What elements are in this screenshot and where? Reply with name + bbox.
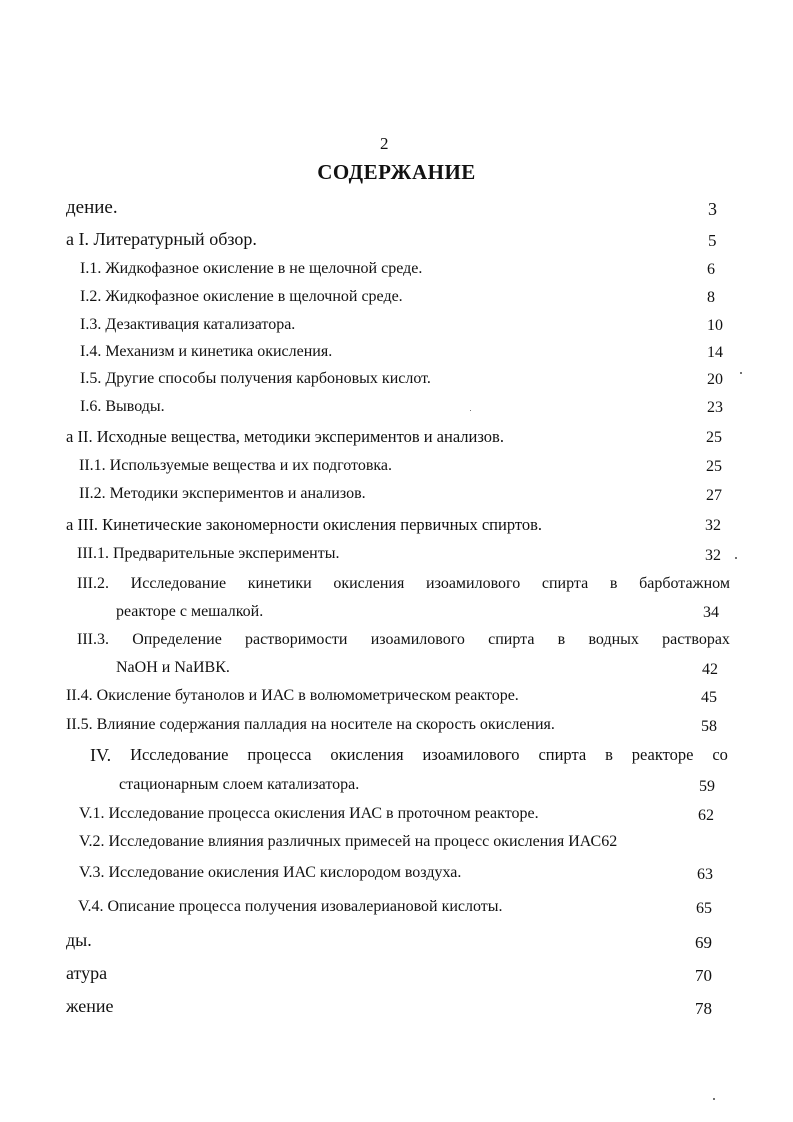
toc-page-number: 25: [706, 458, 722, 475]
toc-page-number: 42: [702, 661, 718, 678]
toc-page-number: 34: [703, 604, 719, 621]
toc-entry-section: III.1. Предварительные эксперименты.: [77, 545, 340, 562]
scan-speck: [713, 1098, 715, 1100]
toc-entry-conclusions: ды.: [66, 930, 92, 950]
toc-entry-section: V.1. Исследование процесса окисления ИАС в проточном реакторе.: [79, 805, 539, 822]
toc-page-number: 58: [701, 718, 717, 735]
toc-page-number: 62: [698, 807, 714, 824]
toc-word: изоамилового: [426, 575, 521, 592]
toc-entry-section: V.2. Исследование влияния различных примесей на процесс окисления ИАС62: [79, 833, 618, 850]
toc-entry-section: [77, 631, 730, 649]
toc-page-number: 59: [699, 778, 715, 795]
toc-word: окисления: [330, 745, 404, 764]
toc-page-number: 45: [701, 689, 717, 706]
toc-page-number: 27: [706, 487, 722, 504]
toc-entry-section: II.2. Методики экспериментов и анализов.: [79, 485, 366, 502]
toc-page-number: 32: [705, 547, 721, 564]
toc-word: Исследование: [130, 575, 227, 592]
toc-entry-continuation: стационарным слоем катализатора.: [119, 776, 360, 793]
toc-entry-section: II.1. Используемые вещества и их подготовка.: [79, 457, 393, 474]
toc-word: III.3.: [77, 631, 109, 648]
toc-word: Исследование: [130, 745, 229, 764]
toc-page-number: 14: [707, 344, 723, 361]
toc-word: спирта: [538, 745, 587, 764]
page-title: СОДЕРЖАНИЕ: [317, 160, 476, 184]
toc-entry-section: I.6. Выводы.: [80, 398, 165, 415]
toc-word: растворах: [662, 631, 730, 648]
toc-entry-section: I.2. Жидкофазное окисление в щелочной среде.: [80, 288, 403, 305]
toc-page-number: 8: [707, 289, 715, 306]
toc-word: реакторе: [631, 745, 694, 764]
toc-page-number: 25: [706, 429, 722, 446]
toc-page-number: 23: [707, 399, 723, 416]
toc-word: водных: [588, 631, 639, 648]
toc-entry-section: I.4. Механизм и кинетика окисления.: [80, 343, 333, 360]
toc-word: изоамилового: [370, 631, 465, 648]
toc-entry-section: II.4. Окисление бутанолов и ИАС в волюмометрическом реакторе.: [66, 687, 519, 704]
toc-entry-literature: атура: [66, 963, 108, 983]
toc-page-number: 69: [695, 933, 712, 952]
toc-entry-section: II.5. Влияние содержания палладия на носителе на скорость окисления.: [66, 716, 555, 733]
toc-entry-chapter-1: а I. Литературный обзор.: [66, 229, 257, 249]
toc-word: изоамилового: [422, 745, 520, 764]
toc-word: спирта: [541, 575, 589, 592]
toc-entry-chapter-3: а III. Кинетические закономерности окисления первичных спиртов.: [66, 515, 543, 534]
toc-entry-continuation: реакторе с мешалкой.: [116, 603, 264, 620]
toc-word: спирта: [488, 631, 535, 648]
toc-entry-section: I.1. Жидкофазное окисление в не щелочной среде.: [80, 260, 423, 277]
toc-page-number: 3: [708, 199, 717, 219]
toc-entry-section: [77, 575, 730, 593]
toc-word: со: [712, 745, 728, 764]
toc-page-number: 70: [695, 966, 712, 985]
toc-entry-section: V.3. Исследование окисления ИАС кислородом воздуха.: [79, 864, 462, 881]
toc-page-number: 63: [697, 866, 713, 883]
toc-entry-section: I.3. Дезактивация катализатора.: [80, 316, 296, 333]
toc-page-number: 32: [705, 517, 721, 534]
page-number: 2: [380, 134, 389, 153]
toc-page-number: 20: [707, 371, 723, 388]
toc-entry-appendix: жение: [66, 996, 114, 1016]
toc-word: в: [557, 631, 566, 648]
toc-word: III.2.: [77, 575, 109, 592]
toc-page-number: 65: [696, 900, 712, 917]
toc-entry-section: I.5. Другие способы получения карбоновых кислот.: [80, 370, 431, 387]
toc-entry-continuation: NaOH и NaИВК.: [116, 659, 230, 676]
toc-entry-introduction: дение.: [66, 197, 118, 218]
toc-word: окисления: [333, 575, 405, 592]
toc-page-number: 5: [708, 231, 717, 250]
toc-word: в: [609, 575, 618, 592]
toc-word: IV.: [90, 745, 112, 765]
scan-speck: [735, 557, 737, 559]
toc-page-number: 6: [707, 261, 715, 278]
toc-word: процесса: [247, 745, 312, 764]
scan-speck: [740, 372, 742, 374]
scan-speck: [470, 410, 471, 411]
toc-word: Определение: [132, 631, 222, 648]
toc-page-number: 78: [695, 999, 712, 1018]
toc-word: растворимости: [245, 631, 348, 648]
toc-word: в: [605, 745, 613, 764]
toc-page-number: 10: [707, 317, 723, 334]
toc-word: кинетики: [247, 575, 312, 592]
toc-entry-section: V.4. Описание процесса получения изовалериановой кислоты.: [78, 898, 503, 915]
toc-entry-chapter-2: а II. Исходные вещества, методики экспериментов и анализов.: [66, 427, 504, 446]
toc-word: барботажном: [639, 575, 730, 592]
toc-entry-chapter-4: [90, 745, 728, 766]
